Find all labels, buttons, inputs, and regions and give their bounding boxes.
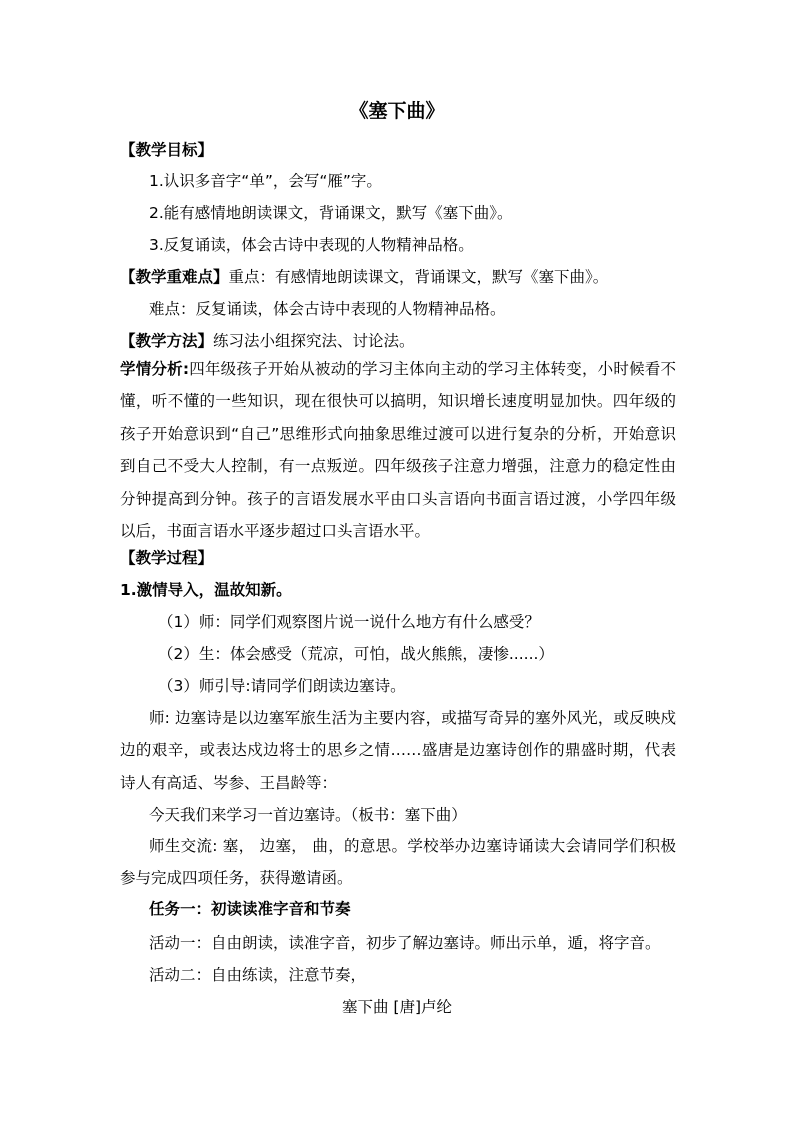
today-line: 今天我们来学习一首边塞诗。（板书：塞下曲） [149, 806, 467, 824]
activity-1: 活动一：自由朗读，读准字音，初步了解边塞诗。师出示单，遁，将字音。 [149, 934, 661, 952]
goal-item-3: 3.反复诵读，体会古诗中表现的人物精神品格。 [149, 236, 474, 254]
analysis-heading: 学情分析: [120, 360, 190, 378]
analysis-paragraph [120, 353, 676, 547]
process-step-1: 1.激情导入，温故知新。 [120, 581, 292, 599]
poem-title: 塞下曲 [唐]卢纶 [341, 998, 453, 1016]
process-sub-1: （1）师：同学们观察图片说一说什么地方有什么感受？ [158, 613, 540, 631]
difficult-point-text: 难点：反复诵读，体会古诗中表现的人物精神品格。 [149, 300, 506, 318]
methods-line [120, 330, 680, 352]
activity-2: 活动二：自由练读，注意节奏， [149, 966, 367, 984]
process-sub-2: （2）生：体会感受（荒凉，可怕，战火熊熊，凄惨......） [158, 645, 554, 663]
process-sub-3: （3）师引导:请同学们朗读边塞诗。 [158, 677, 406, 695]
exchange-paragraph: 师生交流: 塞， 边塞， 曲，的意思。学校举办边塞诗诵读大会请同学们积极参与完成四项任务，获得邀请函。 [120, 837, 676, 888]
goal-item-2: 2.能有感情地朗读课文，背诵课文，默写《塞下曲》。 [149, 204, 513, 222]
key-points-line [120, 266, 680, 288]
key-points-heading: 【教学重难点】 [120, 268, 229, 286]
analysis-text: 四年级孩子开始从被动的学习主体向主动的学习主体转变，小时候看不懂，听不懂的一些知识，现在很快可以搞明，知识增长速度明显加快。四年级的孩子开始意识到“自己”思维形式向抽象思维过渡可以进行复杂的分析，开始意识到自己不受大人控制，有一点叛逆。四年级孩子注意力增强，注意力的稳定性由分钟提高到分钟。孩子的言语发展水平由口头言语向书面言语过渡，小学四年级以后，书面言语水平逐步超过口头言语水平。 [120, 360, 676, 541]
methods-text: 练习法小组探究法、讨论法。 [213, 332, 415, 350]
document-title: 《塞下曲》 [349, 100, 445, 122]
key-point-text: 重点：有感情地朗读课文，背诵课文，默写《塞下曲》。 [228, 268, 609, 286]
methods-heading: 【教学方法】 [120, 332, 214, 350]
goal-item-1: 1.认识多音字“单”，会写“雁”字。 [149, 172, 382, 190]
goals-heading: 【教学目标】 [120, 141, 214, 159]
process-heading: 【教学过程】 [120, 549, 214, 567]
teacher-paragraph: 师: 边塞诗是以边塞军旅生活为主要内容，或描写奇异的塞外风光，或反映戍边的艰辛，或表达戍边将士的思乡之情……盛唐是边塞诗创作的鼎盛时期，代表诗人有高适、岑参、王昌龄等： [120, 709, 676, 792]
task-1-heading: 任务一：初读读准字音和节奏 [149, 900, 351, 918]
